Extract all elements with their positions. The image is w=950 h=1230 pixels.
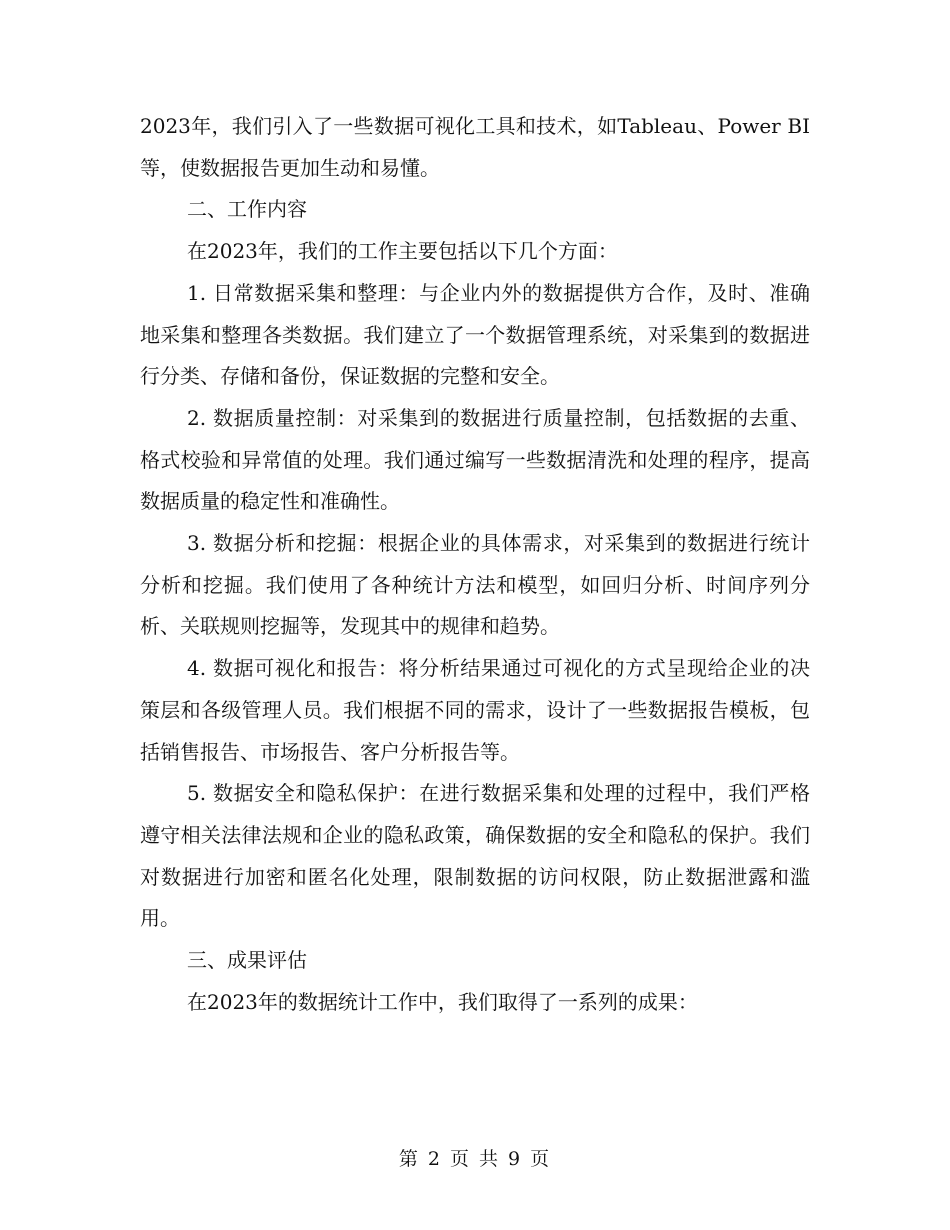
list-item-data-collection: 1. 日常数据采集和整理：与企业内外的数据提供方合作，及时、准确地采集和整理各类数据。我们建立了一个数据管理系统，对采集到的数据进行分类、存储和备份，保证数据的完整和安全。 bbox=[140, 280, 810, 389]
section-heading-results: 三、成果评估 bbox=[187, 948, 307, 973]
list-item-visualization-report: 4. 数据可视化和报告：将分析结果通过可视化的方式呈现给企业的决策层和各级管理人员。我们根据不同的需求，设计了一些数据报告模板，包括销售报告、市场报告、客户分析报告等。 bbox=[140, 656, 810, 764]
list-item-security-privacy: 5. 数据安全和隐私保护：在进行数据采集和处理的过程中，我们严格遵守相关法律法规和企业的隐私政策，确保数据的安全和隐私的保护。我们对数据进行加密和匿名化处理，限制数据的访问权限，防止数据泄露和滥用。 bbox=[140, 781, 810, 931]
list-item-analysis-mining: 3. 数据分析和挖掘：根据企业的具体需求，对采集到的数据进行统计分析和挖掘。我们使用了各种统计方法和模型，如回归分析、时间序列分析、关联规则挖掘等，发现其中的规律和趋势。 bbox=[140, 531, 810, 639]
paragraph-intro-continued: 2023年，我们引入了一些数据可视化工具和技术，如Tableau、Power BI等，使数据报告更加生动和易懂。 bbox=[140, 114, 810, 180]
paragraph-results-intro: 在2023年的数据统计工作中，我们取得了一系列的成果： bbox=[187, 989, 698, 1014]
page-number-footer: 第 2 页 共 9 页 bbox=[398, 1148, 552, 1170]
list-item-quality-control: 2. 数据质量控制：对采集到的数据进行质量控制，包括数据的去重、格式校验和异常值的处理。我们通过编写一些数据清洗和处理的程序，提高数据质量的稳定性和准确性。 bbox=[140, 405, 810, 514]
document-body bbox=[140, 106, 810, 1023]
section-heading-work-content: 二、工作内容 bbox=[187, 197, 307, 222]
paragraph-work-intro: 在2023年，我们的工作主要包括以下几个方面： bbox=[187, 239, 618, 264]
